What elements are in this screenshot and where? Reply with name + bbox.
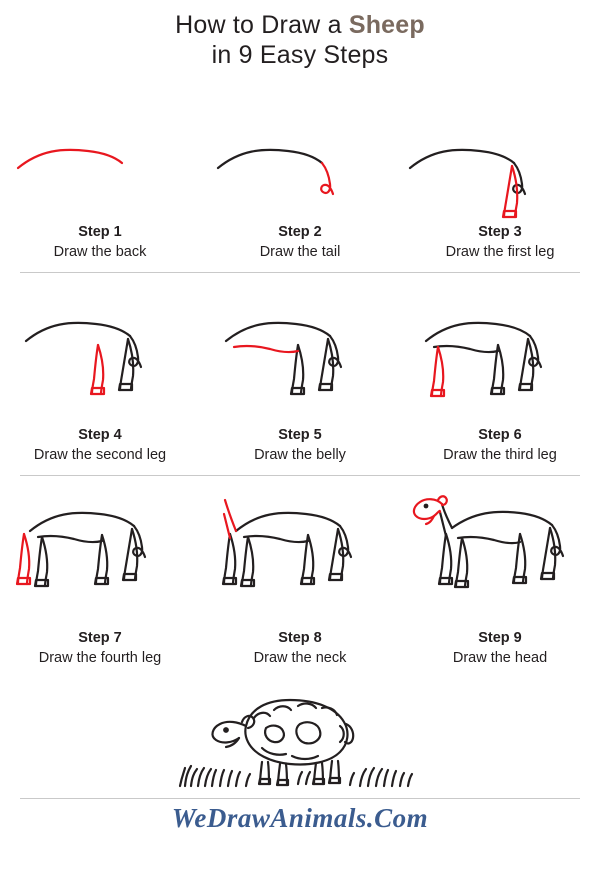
step-7-label: Step 7 — [78, 630, 122, 646]
step-5-drawing — [200, 273, 400, 423]
steps-row-2 — [0, 273, 600, 423]
step-6-drawing — [400, 273, 600, 423]
step-1-drawing — [0, 70, 200, 220]
step-caption-8 — [200, 626, 400, 678]
step-caption-9 — [400, 626, 600, 678]
step-4-desc: Draw the second leg — [33, 447, 167, 463]
step-caption-5 — [200, 423, 400, 475]
steps-row-1 — [0, 70, 600, 220]
step-3-drawing — [400, 70, 600, 220]
step-2-label: Step 2 — [278, 224, 322, 240]
step-3-desc: Draw the first leg — [445, 244, 555, 260]
step-4-drawing — [0, 273, 200, 423]
step-8-label: Step 8 — [278, 630, 322, 646]
step-4-label: Step 4 — [78, 427, 122, 443]
step-caption-4 — [0, 423, 200, 475]
step-cell-9 — [400, 476, 600, 626]
step-caption-3 — [400, 220, 600, 272]
step-cell-5 — [200, 273, 400, 423]
step-caption-6 — [400, 423, 600, 475]
steps-captions-1 — [0, 220, 600, 272]
step-cell-1 — [0, 70, 200, 220]
page-title-prefix: How to Draw a — [175, 11, 349, 39]
step-8-desc: Draw the neck — [253, 650, 347, 666]
step-5-label: Step 5 — [278, 427, 322, 443]
step-cell-8 — [200, 476, 400, 626]
page-title-subject: Sheep — [348, 11, 425, 39]
step-2-desc: Draw the tail — [259, 244, 341, 260]
step-caption-1 — [0, 220, 200, 272]
step-9-label: Step 9 — [478, 630, 522, 646]
step-8-drawing — [200, 476, 400, 626]
steps-captions-3 — [0, 626, 600, 678]
site-watermark[interactable]: WeDrawAnimals.Com — [171, 803, 429, 833]
steps-captions-2 — [0, 423, 600, 475]
page-title — [0, 0, 600, 70]
step-caption-2 — [200, 220, 400, 272]
steps-row-3 — [0, 476, 600, 626]
final-sheep-drawing — [0, 678, 600, 798]
step-6-desc: Draw the third leg — [443, 447, 557, 463]
page-title-line2: in 9 Easy Steps — [211, 41, 389, 69]
sheep-eye — [424, 504, 429, 509]
step-cell-3 — [400, 70, 600, 220]
page-title-line1 — [175, 11, 425, 39]
step-2-drawing — [200, 70, 400, 220]
step-1-desc: Draw the back — [53, 244, 147, 260]
step-6-label: Step 6 — [478, 427, 522, 443]
step-caption-7 — [0, 626, 200, 678]
step-cell-2 — [200, 70, 400, 220]
step-9-drawing — [400, 476, 600, 626]
step-cell-4 — [0, 273, 200, 423]
final-illustration-wrap — [0, 678, 600, 798]
step-7-drawing — [0, 476, 200, 626]
step-1-label: Step 1 — [78, 224, 122, 240]
step-5-desc: Draw the belly — [254, 447, 346, 463]
step-cell-7 — [0, 476, 200, 626]
step-9-desc: Draw the head — [452, 650, 548, 666]
step-cell-6 — [400, 273, 600, 423]
step-7-desc: Draw the fourth leg — [38, 650, 162, 666]
step-3-label: Step 3 — [478, 224, 522, 240]
